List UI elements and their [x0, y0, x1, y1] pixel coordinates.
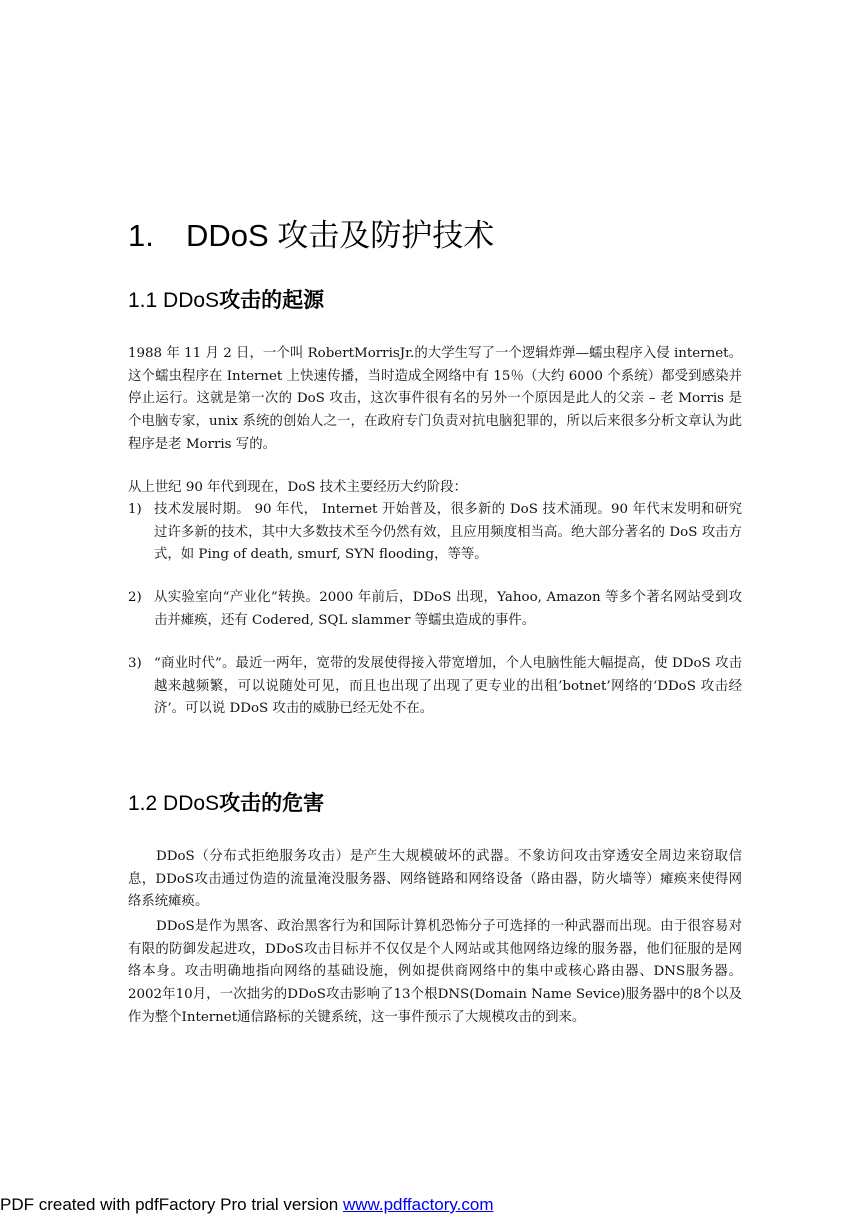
section-number: 1.2 — [128, 792, 158, 815]
list-marker: 2) — [128, 590, 142, 605]
chapter-title: DDoS 攻击及防护技术 — [186, 218, 495, 253]
section-heading-origin — [128, 286, 324, 316]
footer-link[interactable]: www.pdffactory.com — [342, 1195, 494, 1214]
list-item — [128, 653, 742, 721]
list-item — [128, 587, 742, 632]
list-item-text: 技术发展时期。 90 年代， Internet 开始普及，很多新的 DoS 技术涌现。90 年代末发明和研究过许多新的技术，其中大多数技术至今仍然有效，且应用频度相当高。绝大部分著名的 DoS 攻击方式，如 Ping of death, smurf, SYN flooding，等等。 — [154, 502, 742, 563]
harm-paragraph-1: DDoS（分布式拒绝服务攻击）是产生大规模破坏的武器。不象访问攻击穿透安全周边来窃取信息，DDoS攻击通过伪造的流量淹没服务器、网络链路和网络设备（路由器，防火墙等）瘫痪来使得网络系统瘫痪。 — [128, 849, 742, 910]
stages-intro-paragraph: 从上世纪 90 年代到现在，DoS 技术主要经历大约阶段： — [128, 480, 467, 495]
section-number: 1.1 — [128, 289, 158, 312]
section-title-latin: DDoS — [163, 792, 220, 815]
list-item-text: 从实验室向“产业化”转换。2000 年前后，DDoS 出现，Yahoo, Amazon 等多个著名网站受到攻击并瘫痪，还有 Codered, SQL slammer 等蠕虫造成的事件。 — [154, 590, 742, 628]
list-marker: 1) — [128, 502, 142, 517]
section-title-latin: DDoS — [163, 289, 220, 312]
section-title-zh: 攻击的危害 — [219, 792, 325, 815]
list-marker: 3) — [128, 656, 142, 671]
section-title-zh: 攻击的起源 — [219, 289, 325, 312]
chapter-number: 1. — [128, 218, 154, 253]
chapter-heading — [128, 214, 494, 258]
origin-paragraph: 1988 年 11 月 2 日，一个叫 RobertMorrisJr.的大学生写了一个逻辑炸弹—蠕虫程序入侵 internet。这个蠕虫程序在 Internet 上快速传播，当时造成全网络中有 15％（大约 6000 个系统）都受到感染并停止运行。这就是第一次的 DoS 攻击，这次事件很有名的另外一个原因是此人的父亲 – 老 Morris 是个电脑专家，unix 系统的创始人之一，在政府专门负责对抗电脑犯罪的，所以后来很多分析文章认为此程序是老 Morris 写的。 — [128, 346, 742, 452]
section-heading-harm — [128, 789, 324, 819]
pdf-footer — [0, 1192, 494, 1218]
harm-paragraph-2: DDoS是作为黑客、政治黑客行为和国际计算机恐怖分子可选择的一种武器而出现。由于很容易对有限的防御发起进攻，DDoS攻击目标并不仅仅是个人网站或其他网络边缘的服务器，他们征服的是网络本身。攻击明确地指向网络的基础设施，例如提供商网络中的集中或核心路由器、DNS服务器。2002年10月，一次拙劣的DDoS攻击影响了13个根DNS(Domain Name Sevice)服务器中的8个以及作为整个Internet通信路标的关键系统，这一事件预示了大规模攻击的到来。 — [128, 919, 742, 1025]
footer-text: PDF created with pdfFactory Pro trial version — [0, 1195, 343, 1214]
list-item-text: “商业时代”。最近一两年，宽带的发展使得接入带宽增加，个人电脑性能大幅提高，使 DDoS 攻击越来越频繁，可以说随处可见，而且也出现了出现了更专业的出租’botnet’网络的‘DDoS 攻击经济’。可以说 DDoS 攻击的威胁已经无处不在。 — [154, 656, 742, 717]
list-item — [128, 499, 742, 567]
